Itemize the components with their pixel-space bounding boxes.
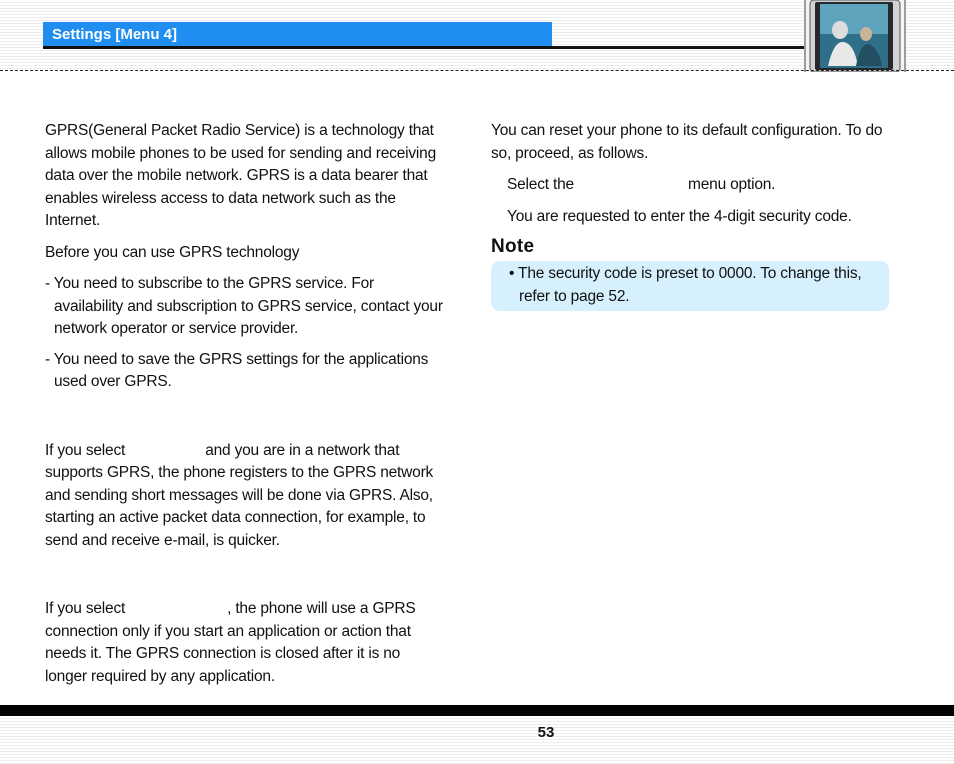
footer-rule <box>0 705 954 716</box>
step-1-rest: menu option. <box>688 176 776 193</box>
bullet-subscribe: - You need to subscribe to the GPRS service. For availability and subscription to GPRS service, contact your network operator or service provider. <box>45 275 443 337</box>
page-number: 53 <box>537 724 555 741</box>
section-title: Settings [Menu 4] <box>52 26 178 43</box>
note-box <box>491 261 889 311</box>
reset-intro-paragraph: You can reset your phone to its default configuration. To do so, proceed, as follows. <box>491 122 883 162</box>
step-1-lead: Select the <box>507 176 574 193</box>
option-1-description: and you are in a network that supports GPRS, the phone registers to the GPRS network and sending short messages will be done via GPRS. Also, starting an active packet data connection, for example, to send and receive e-mail, is quicker. <box>45 441 434 549</box>
section-title-bar <box>43 22 552 46</box>
bullet-save-settings: - You need to save the GPRS settings for the applications used over GPRS. <box>45 350 429 390</box>
before-use-paragraph: Before you can use GPRS technology <box>45 243 300 261</box>
footer-background <box>0 716 954 764</box>
note-text: • The security code is preset to 0000. To change this, refer to page 52. <box>509 265 862 305</box>
option-1-paragraph <box>45 440 445 553</box>
phone-thumbnail-image <box>804 0 906 72</box>
right-column <box>491 120 891 311</box>
gprs-intro-paragraph: GPRS(General Packet Radio Service) is a technology that allows mobile phones to be used for sending and receiving data over the mobile network. GPRS is a data bearer that enables wireless access to data network such as the Internet. <box>45 122 436 229</box>
header-dashed-rule <box>0 70 954 71</box>
note-heading: Note <box>491 236 535 257</box>
left-column <box>45 120 445 688</box>
option-2-lead: If you select <box>45 600 126 617</box>
option-2-paragraph <box>45 598 445 688</box>
step-2: You are requested to enter the 4-digit security code. <box>507 207 852 225</box>
header-rule <box>43 46 805 49</box>
option-1-lead: If you select <box>45 441 126 459</box>
option-2-description: , the phone will use a GPRS connection only if you start an application or action that needs it. The GPRS connection is closed after it is no longer required by any application. <box>45 600 416 685</box>
step-1 <box>491 174 891 197</box>
